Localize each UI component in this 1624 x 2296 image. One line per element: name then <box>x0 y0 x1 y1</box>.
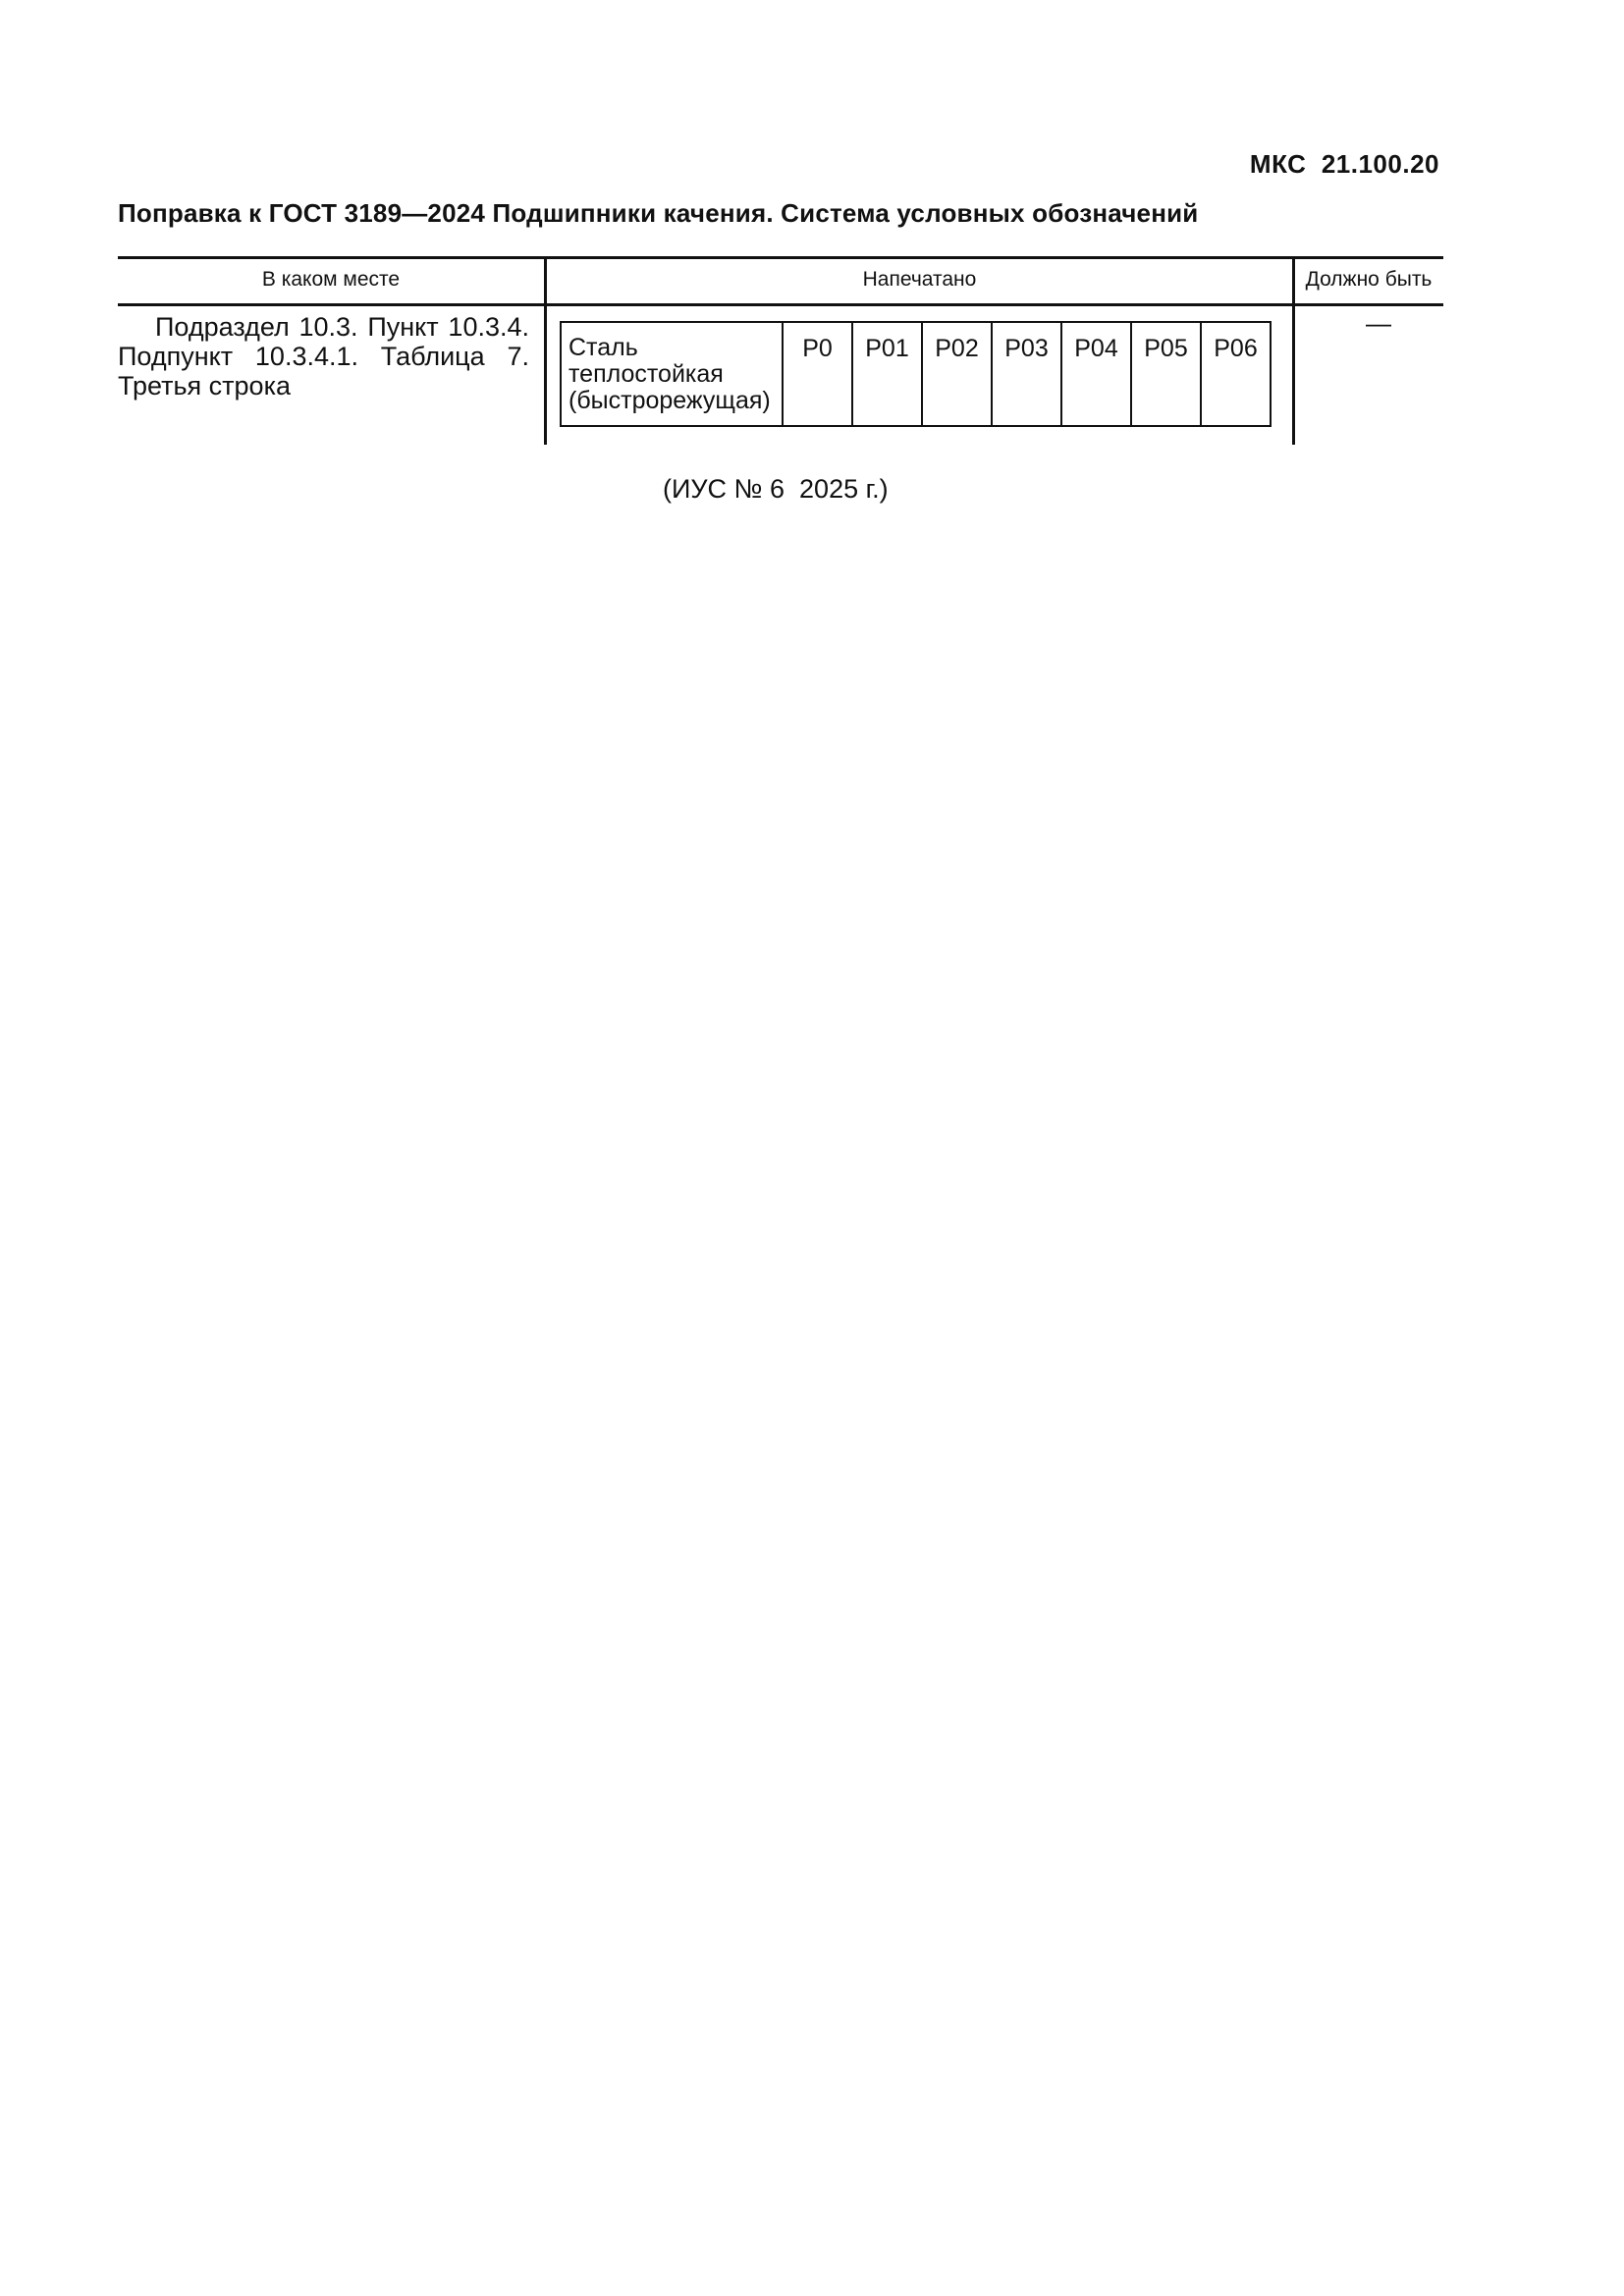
steel-cell <box>561 322 783 426</box>
document-title: Поправка к ГОСТ 3189—2024 Подшипники качения. Система условных обозначений <box>118 198 1199 228</box>
class-cell: P01 <box>852 322 922 426</box>
table-top-rule <box>118 256 1443 259</box>
table-header-rule <box>118 303 1443 306</box>
class-cell: P03 <box>992 322 1061 426</box>
place-cell: Подраздел 10.3. Пункт 10.3.4. Подпункт 10.3.4.1. Таблица 7. Третья строка <box>118 312 529 400</box>
table-row <box>561 322 1271 426</box>
class-cell: P04 <box>1061 322 1131 426</box>
class-cell: P02 <box>922 322 992 426</box>
class-cell: P0 <box>783 322 852 426</box>
column-header-place: В каком месте <box>261 268 401 291</box>
printed-inner-table <box>560 321 1272 427</box>
column-header-printed: Напечатано <box>862 268 977 291</box>
steel-line: Сталь <box>568 334 638 361</box>
steel-line: (быстрорежущая) <box>568 387 771 414</box>
column-header-should-be: Должно быть <box>1305 268 1433 291</box>
should-be-cell: — <box>1366 308 1391 338</box>
steel-line: теплостойкая <box>568 360 724 388</box>
ius-reference: (ИУС № 6 2025 г.) <box>663 474 889 504</box>
class-cell: P05 <box>1131 322 1201 426</box>
class-cell: P06 <box>1201 322 1271 426</box>
mks-code: МКС 21.100.20 <box>1249 149 1439 179</box>
